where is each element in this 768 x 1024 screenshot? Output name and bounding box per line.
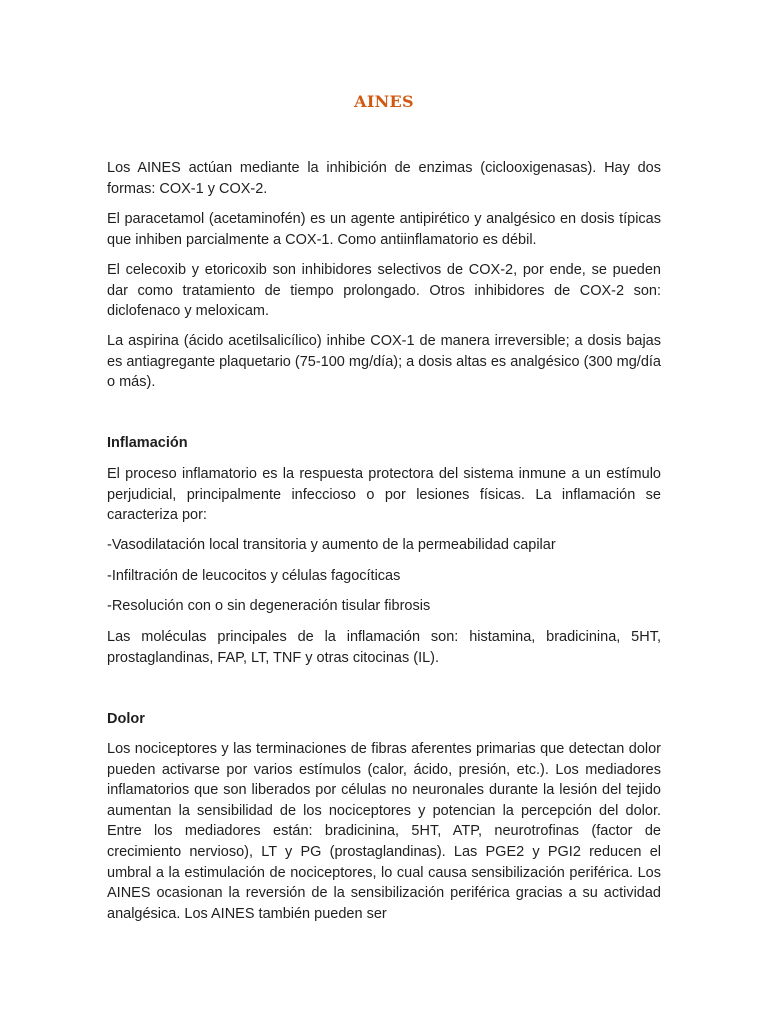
dolor-heading-block xyxy=(107,709,661,729)
intro-paragraph-1: Los AINES actúan mediante la inhibición de enzimas (ciclooxigenasas). Hay dos formas: COX-1 y COX-2. xyxy=(107,160,661,197)
intro-p2-block xyxy=(107,209,661,250)
inflamacion-item2-block xyxy=(107,566,661,587)
inflamacion-list-item-2: -Infiltración de leucocitos y células fagocíticas xyxy=(107,568,401,584)
dolor-p1-block xyxy=(107,739,661,924)
intro-p3-block xyxy=(107,260,661,322)
section-heading-inflamacion: Inflamación xyxy=(107,435,188,451)
page-title: AINES xyxy=(354,92,414,111)
inflamacion-paragraph-1: El proceso inflamatorio es la respuesta protectora del sistema inmune a un estímulo perjudicial, principalmente infeccioso o por lesiones físicas. La inflamación se caracteriza por: xyxy=(107,466,661,524)
inflamacion-list-item-3: -Resolución con o sin degeneración tisular fibrosis xyxy=(107,598,431,614)
intro-paragraph-4: La aspirina (ácido acetilsalicílico) inhibe COX-1 de manera irreversible; a dosis bajas es antiagregante plaquetario (75-100 mg/día); a dosis altas es analgésico (300 mg/día o más). xyxy=(107,333,661,391)
inflamacion-list-item-1: -Vasodilatación local transitoria y aumento de la permeabilidad capilar xyxy=(107,537,556,553)
inflamacion-item1-block xyxy=(107,535,661,556)
inflamacion-item3-block xyxy=(107,596,661,617)
inflamacion-p2-block xyxy=(107,627,661,668)
dolor-paragraph-1: Los nociceptores y las terminaciones de fibras aferentes primarias que detectan dolor pueden activarse por varios estímulos (calor, ácido, presión, etc.). Los mediadores inflamatorios que son liberados por células no neuronales durante la lesión del tejido aumentan la sensibilidad de los nociceptores y potencian la percepción del dolor. Entre los mediadores están: bradicinina, 5HT, ATP, neurotrofinas (factor de crecimiento nervioso), LT y PG (prostaglandinas). Las PGE2 y PGI2 reducen el umbral a la estimulación de nociceptores, lo cual causa sensibilización periférica. Los AINES ocasionan la reversión de la sensibilización periférica gracias a su actividad analgésica. Los AINES también pueden ser xyxy=(107,741,661,922)
intro-p1-block xyxy=(107,158,661,199)
intro-paragraph-3: El celecoxib y etoricoxib son inhibidores selectivos de COX-2, por ende, se pueden dar como tratamiento de tiempo prolongado. Otros inhibidores de COX-2 son: diclofenaco y meloxicam. xyxy=(107,262,661,320)
intro-p4-block xyxy=(107,331,661,393)
inflamacion-heading-block xyxy=(107,433,661,453)
intro-paragraph-2: El paracetamol (acetaminofén) es un agente antipirético y analgésico en dosis típicas que inhiben parcialmente a COX-1. Como antiinflamatorio es débil. xyxy=(107,211,661,248)
inflamacion-paragraph-2: Las moléculas principales de la inflamación son: histamina, bradicinina, 5HT, prostaglandinas, FAP, LT, TNF y otras citocinas (IL). xyxy=(107,629,661,666)
section-heading-dolor: Dolor xyxy=(107,711,145,727)
inflamacion-p1-block xyxy=(107,464,661,526)
